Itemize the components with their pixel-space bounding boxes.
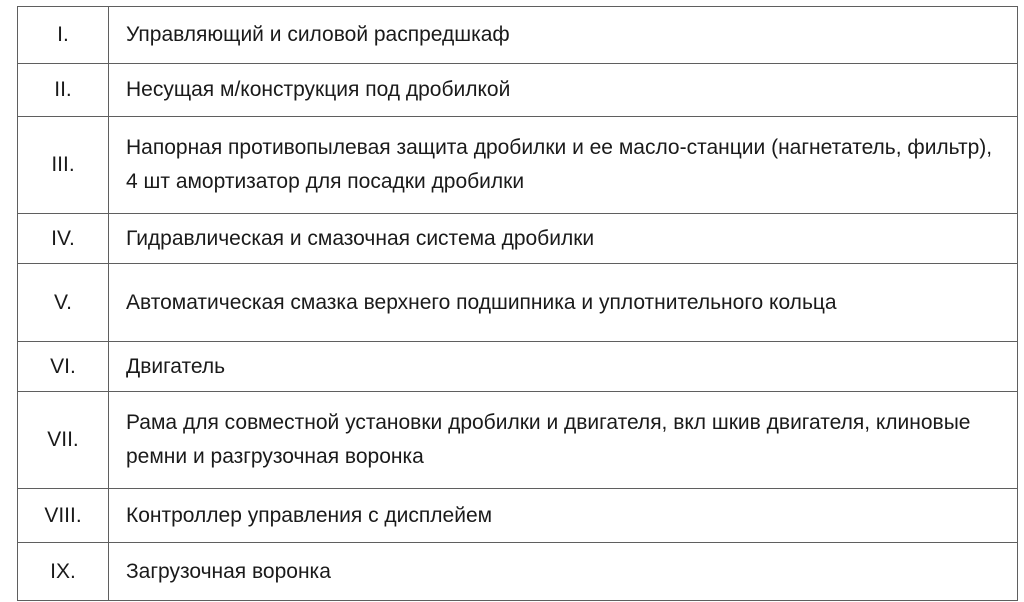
row-description: Несущая м/конструкция под дробилкой (109, 64, 1018, 117)
row-description: Напорная противопылевая защита дробилки и ее масло-станции (нагнетатель, фильтр), 4 шт амортизатор для посадки дробилки (109, 117, 1018, 214)
table-row (18, 214, 1018, 264)
equipment-list-table (17, 6, 1018, 601)
row-number: VI. (18, 342, 109, 392)
row-number: VII. (18, 392, 109, 489)
row-number: IX. (18, 543, 109, 601)
table-row (18, 64, 1018, 117)
row-number: IV. (18, 214, 109, 264)
row-description: Двигатель (109, 342, 1018, 392)
row-description: Загрузочная воронка (109, 543, 1018, 601)
row-number: II. (18, 64, 109, 117)
table-row (18, 342, 1018, 392)
row-description: Гидравлическая и смазочная система дробилки (109, 214, 1018, 264)
row-number: VIII. (18, 489, 109, 543)
row-description: Управляющий и силовой распредшкаф (109, 7, 1018, 64)
row-description: Рама для совместной установки дробилки и двигателя, вкл шкив двигателя, клиновые ремни и разгрузочная воронка (109, 392, 1018, 489)
table-row (18, 489, 1018, 543)
table-row (18, 392, 1018, 489)
table-row (18, 264, 1018, 342)
table-row (18, 543, 1018, 601)
row-number: III. (18, 117, 109, 214)
row-number: V. (18, 264, 109, 342)
row-number: I. (18, 7, 109, 64)
table-row (18, 117, 1018, 214)
row-description: Автоматическая смазка верхнего подшипника и уплотнительного кольца (109, 264, 1018, 342)
table-row (18, 7, 1018, 64)
row-description: Контроллер управления с дисплейем (109, 489, 1018, 543)
